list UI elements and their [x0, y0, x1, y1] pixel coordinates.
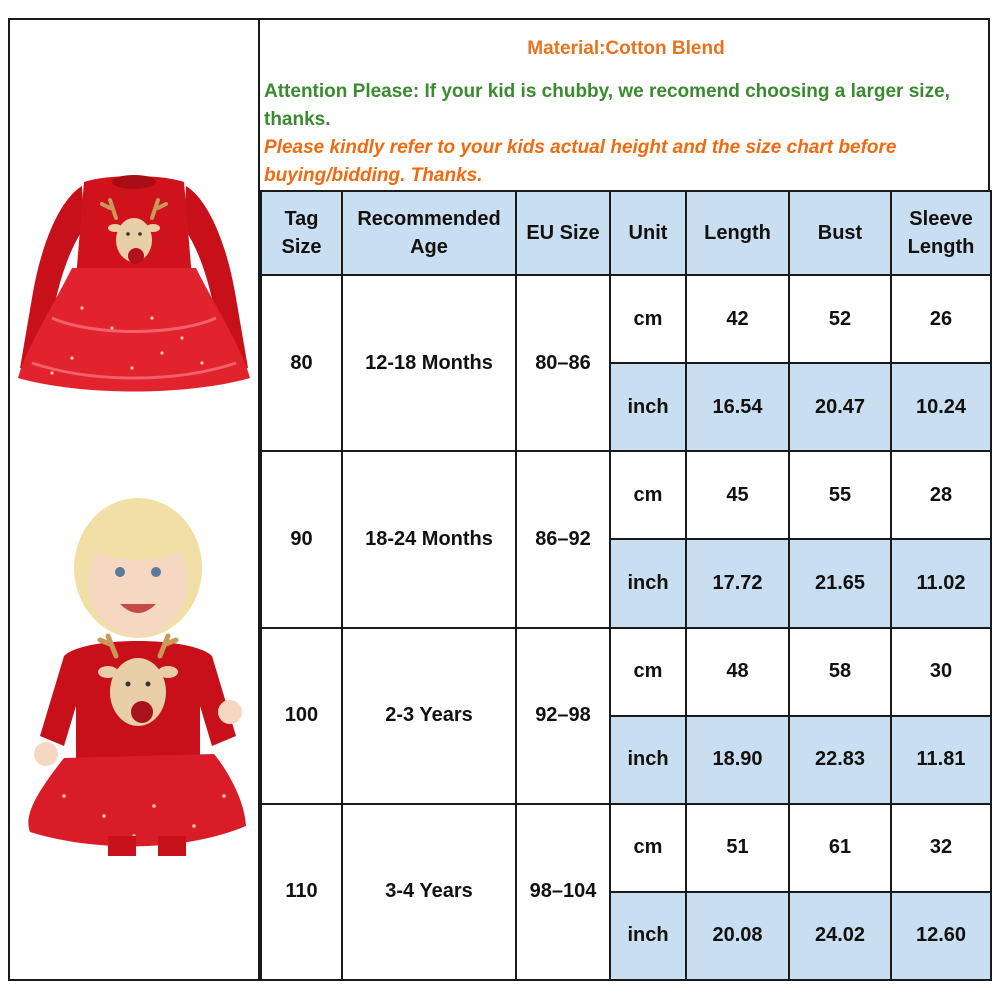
unit-cell: inch [610, 892, 686, 980]
bust-cell: 58 [789, 628, 891, 716]
bust-cell: 61 [789, 804, 891, 892]
length-cell: 48 [686, 628, 789, 716]
header-row [261, 191, 991, 275]
table-row [261, 451, 991, 539]
unit-cell: inch [610, 716, 686, 804]
bust-cell: 22.83 [789, 716, 891, 804]
unit-cell: inch [610, 539, 686, 627]
length-cell: 45 [686, 451, 789, 539]
unit-cell: cm [610, 804, 686, 892]
bust-cell: 52 [789, 275, 891, 363]
eu-size-cell: 86–92 [516, 451, 610, 627]
age-cell: 18-24 Months [342, 451, 516, 627]
eu-size-cell: 80–86 [516, 275, 610, 451]
unit-cell: cm [610, 275, 686, 363]
bust-cell: 21.65 [789, 539, 891, 627]
table-row [261, 628, 991, 716]
sleeve-cell: 32 [891, 804, 991, 892]
tag-size-cell: 80 [261, 275, 342, 451]
col-header-recommended-age: Recommended Age [342, 191, 516, 275]
size-table [260, 190, 992, 981]
col-header-tag-size: Tag Size [261, 191, 342, 275]
age-cell: 12-18 Months [342, 275, 516, 451]
sleeve-cell: 10.24 [891, 363, 991, 451]
tag-size-cell: 100 [261, 628, 342, 804]
col-header-bust: Bust [789, 191, 891, 275]
attention-text: Attention Please: If your kid is chubby, we recomend choosing a larger size, thanks. [264, 81, 950, 130]
table-row [261, 275, 991, 363]
length-cell: 51 [686, 804, 789, 892]
material-text: Material:Cotton Blend [527, 38, 725, 59]
length-cell: 42 [686, 275, 789, 363]
eu-size-cell: 92–98 [516, 628, 610, 804]
bust-cell: 55 [789, 451, 891, 539]
notice-text: Please kindly refer to your kids actual height and the size chart before buying/bidding. Thanks. [264, 137, 897, 186]
sleeve-cell: 26 [891, 275, 991, 363]
tag-size-cell: 90 [261, 451, 342, 627]
eu-size-cell: 98–104 [516, 804, 610, 980]
age-cell: 2-3 Years [342, 628, 516, 804]
length-cell: 18.90 [686, 716, 789, 804]
age-cell: 3-4 Years [342, 804, 516, 980]
col-header-length: Length [686, 191, 789, 275]
sleeve-cell: 28 [891, 451, 991, 539]
unit-cell: cm [610, 451, 686, 539]
sleeve-cell: 12.60 [891, 892, 991, 980]
bust-cell: 24.02 [789, 892, 891, 980]
col-header-unit: Unit [610, 191, 686, 275]
col-header-sleeve-length: Sleeve Length [891, 191, 991, 275]
unit-cell: cm [610, 628, 686, 716]
unit-cell: inch [610, 363, 686, 451]
col-header-eu-size: EU Size [516, 191, 610, 275]
length-cell: 20.08 [686, 892, 789, 980]
tag-size-cell: 110 [261, 804, 342, 980]
sleeve-cell: 11.02 [891, 539, 991, 627]
bust-cell: 20.47 [789, 363, 891, 451]
table-row [261, 804, 991, 892]
length-cell: 16.54 [686, 363, 789, 451]
dress-image [12, 168, 256, 400]
sleeve-cell: 11.81 [891, 716, 991, 804]
child-photo [24, 496, 252, 856]
length-cell: 17.72 [686, 539, 789, 627]
sleeve-cell: 30 [891, 628, 991, 716]
